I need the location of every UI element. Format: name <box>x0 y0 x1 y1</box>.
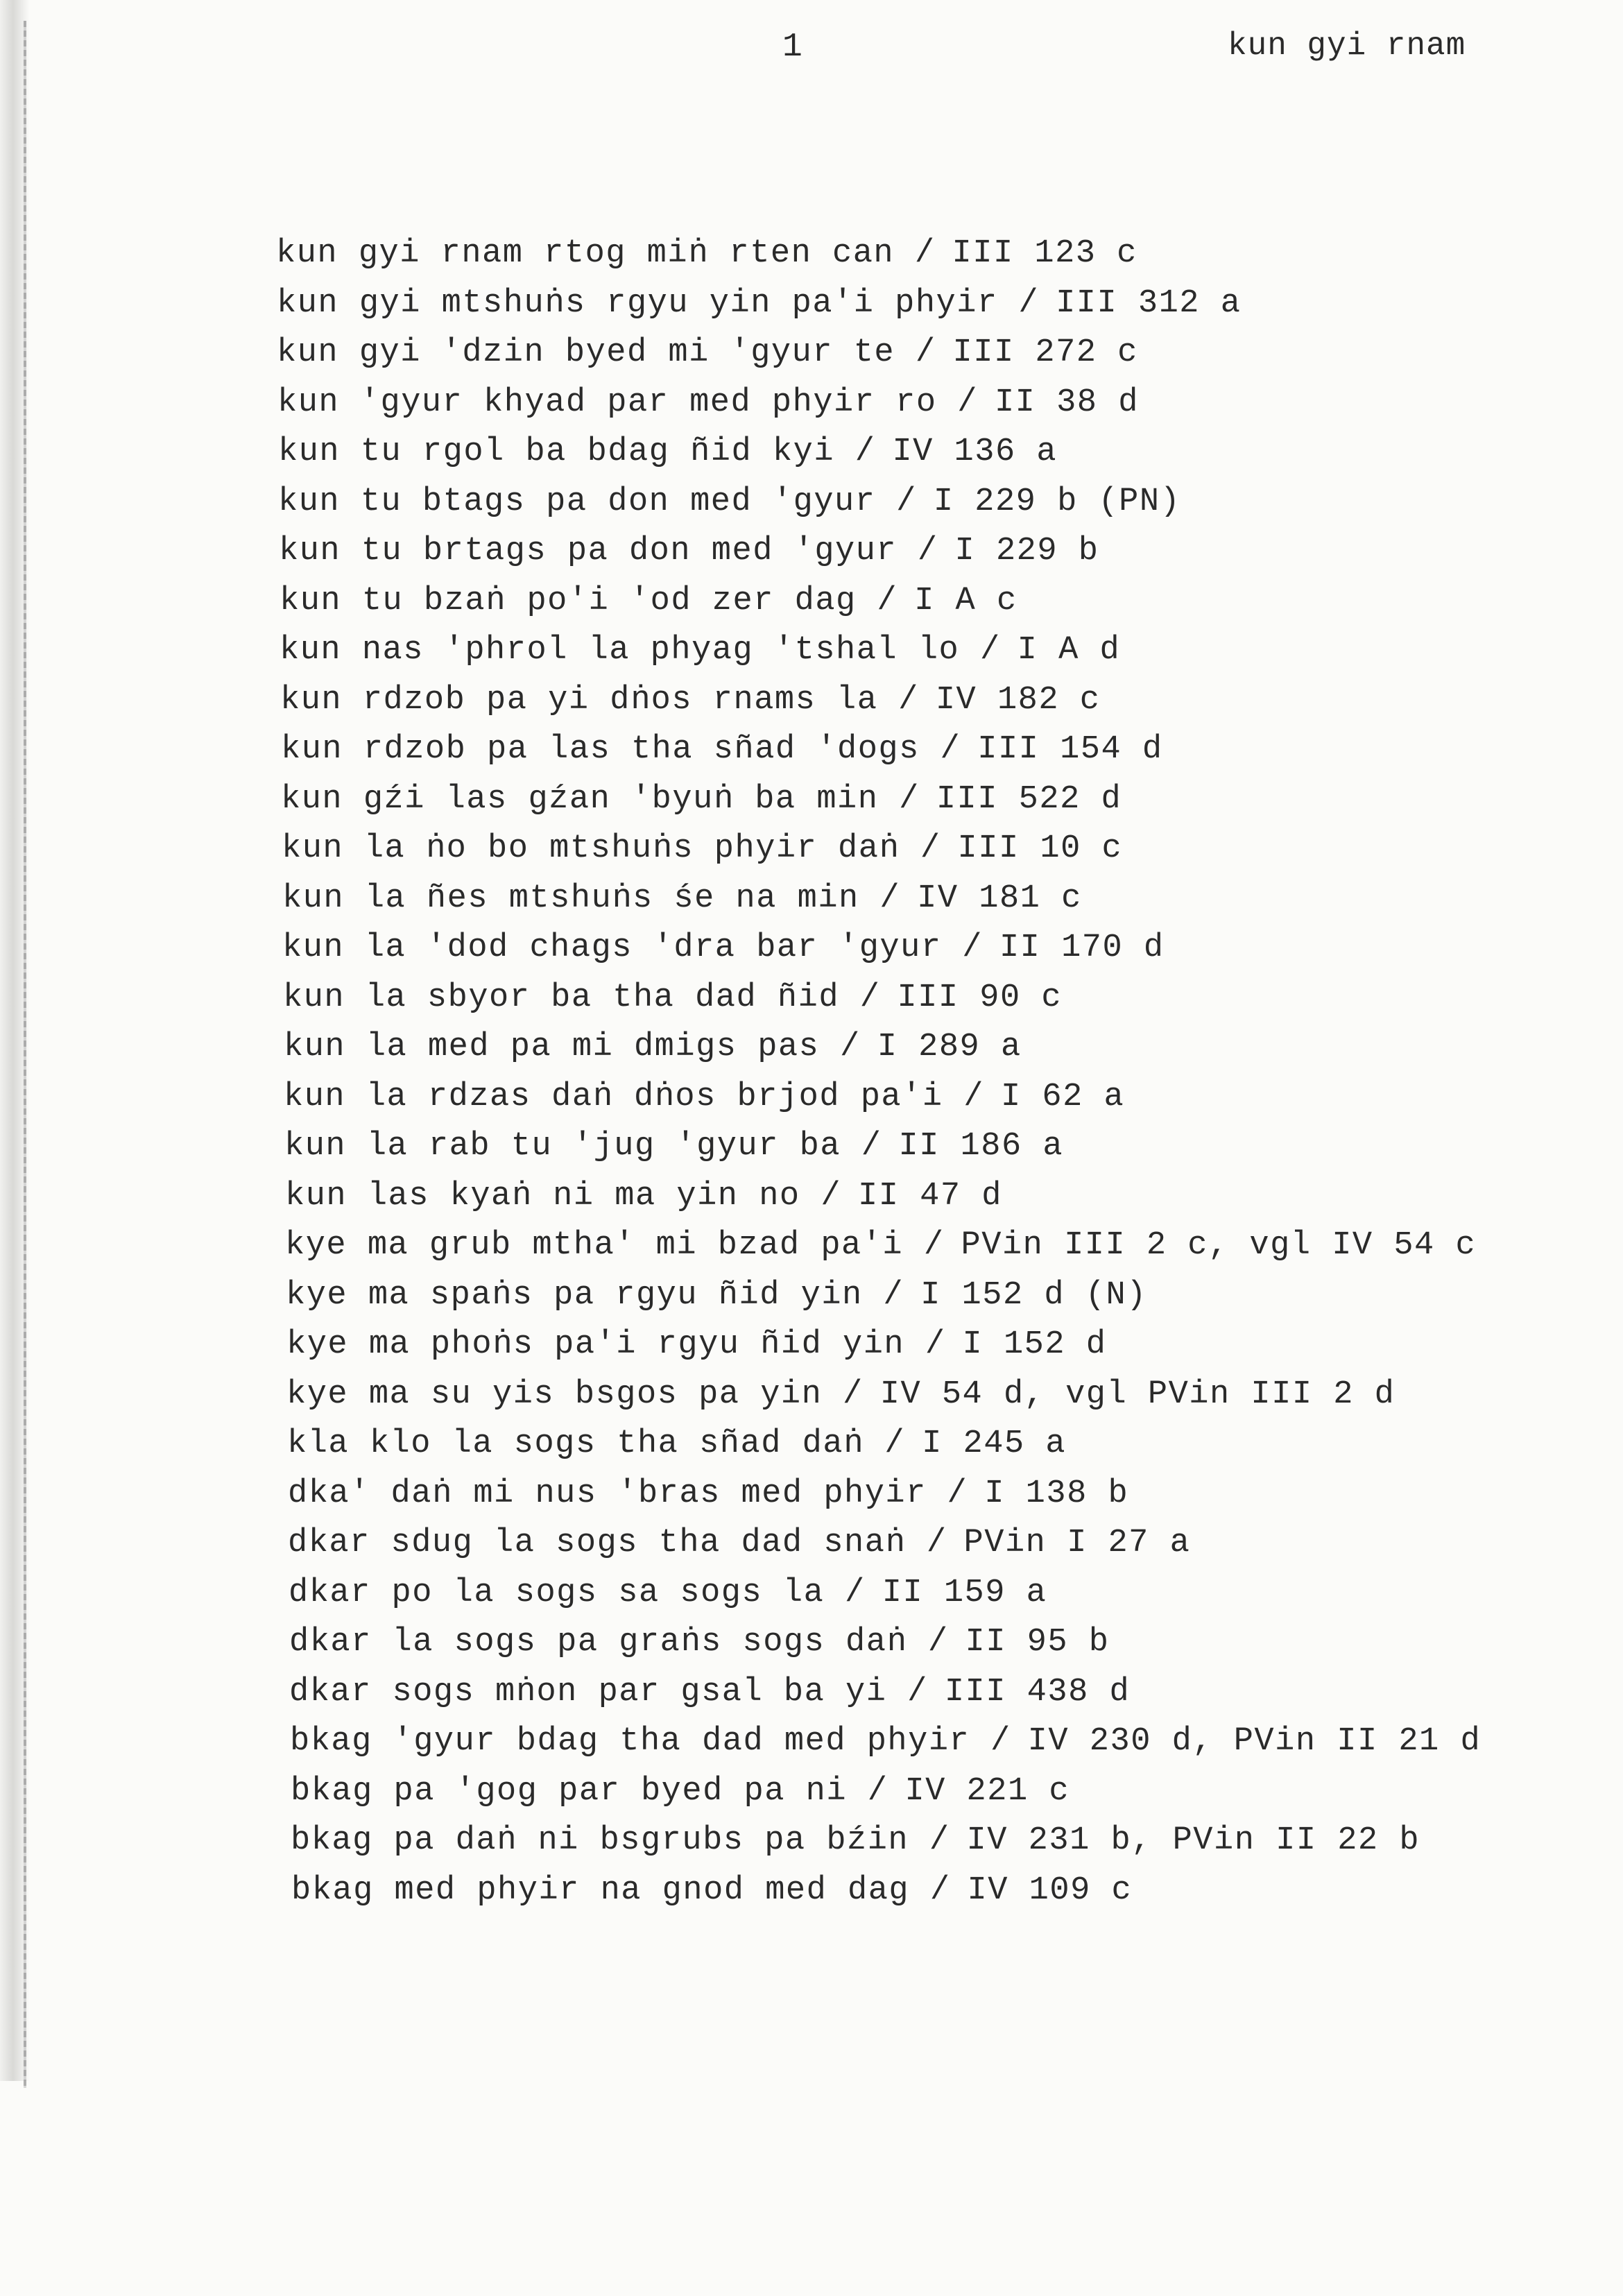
verse-text: kye ma grub mtha' mi bzad pa'i / <box>285 1227 945 1264</box>
index-entry <box>282 923 1597 973</box>
verse-reference: I 229 b <box>954 533 1099 569</box>
verse-reference: I 152 d <box>962 1326 1107 1363</box>
verse-text: bkag pa daṅ ni bsgrubs pa bźin / <box>291 1822 950 1859</box>
verse-reference: II 170 d <box>999 929 1165 966</box>
index-entry <box>290 1717 1597 1767</box>
index-entry <box>284 1022 1597 1072</box>
index-entry <box>287 1419 1597 1469</box>
verse-reference: III 154 d <box>977 731 1163 768</box>
verse-reference: III 123 c <box>952 235 1137 272</box>
verse-text: kun la med pa mi dmigs pas / <box>284 1029 861 1065</box>
verse-reference: III 10 c <box>957 830 1123 867</box>
verse-reference: I 245 a <box>922 1425 1067 1462</box>
verse-text: kye ma phoṅs pa'i rgyu ñid yin / <box>286 1326 946 1363</box>
verse-text: dkar sogs mṅon par gsal ba yi / <box>289 1673 928 1711</box>
verse-reference: II 38 d <box>994 384 1139 421</box>
index-entry <box>280 626 1597 676</box>
verse-text: kun gyi 'dzin byed mi 'gyur te / <box>277 334 936 371</box>
verse-text: kye ma spaṅs pa rgyu ñid yin / <box>286 1276 904 1314</box>
verse-text: kla klo la sogs tha sñad daṅ / <box>287 1425 906 1462</box>
verse-text: kun la ñes mtshuṅs śe na min / <box>282 880 901 917</box>
scan-edge-line <box>24 21 26 2088</box>
index-entry <box>291 1866 1597 1916</box>
index-entry <box>286 1271 1597 1321</box>
verse-reference: IV 231 b, PVin II 22 b <box>966 1822 1420 1859</box>
verse-text: kun tu rgol ba bdag ñid kyi / <box>278 434 876 470</box>
verse-reference: II 159 a <box>882 1574 1047 1611</box>
index-entry <box>282 824 1597 874</box>
index-entry <box>286 1320 1597 1370</box>
index-entry <box>286 1370 1597 1420</box>
verse-text: dka' daṅ mi nus 'bras med phyir / <box>288 1475 968 1512</box>
verse-text: kun rdzob pa yi dṅos rnams la / <box>280 681 919 719</box>
index-entry <box>278 427 1597 477</box>
index-entry <box>285 1221 1597 1271</box>
index-entry <box>278 477 1597 527</box>
index-entry <box>283 973 1597 1023</box>
index-entry <box>280 576 1597 626</box>
verse-text: kun la rdzas daṅ dṅos brjod pa'i / <box>284 1078 984 1115</box>
verse-reference: I 62 a <box>1000 1078 1125 1115</box>
index-entry <box>279 526 1597 576</box>
index-entry <box>281 775 1597 825</box>
verse-reference: PVin III 2 c, vgl IV 54 c <box>961 1227 1477 1264</box>
verse-reference: III 438 d <box>944 1673 1131 1711</box>
verse-reference: IV 136 a <box>892 434 1058 470</box>
index-entry <box>289 1568 1597 1618</box>
verse-text: kun las kyaṅ ni ma yin no / <box>285 1177 842 1215</box>
index-entry <box>277 378 1597 428</box>
verse-reference: IV 54 d, vgl PVin III 2 d <box>879 1376 1396 1413</box>
verse-text: kun la 'dod chags 'dra bar 'gyur / <box>282 929 983 966</box>
verse-text: kye ma su yis bsgos pa yin / <box>286 1376 864 1413</box>
verse-text: kun la rab tu 'jug 'gyur ba / <box>284 1128 882 1165</box>
verse-reference: I 152 d (N) <box>920 1276 1147 1314</box>
index-entry <box>284 1122 1597 1172</box>
index-entry <box>284 1072 1597 1122</box>
verse-reference: IV 109 c <box>967 1871 1133 1909</box>
verse-text: dkar sdug la sogs tha dad snaṅ / <box>288 1525 947 1561</box>
verse-index-list <box>276 229 1597 1915</box>
verse-text: kun la ṅo bo mtshuṅs phyir daṅ / <box>282 830 941 867</box>
index-entry <box>288 1518 1597 1568</box>
verse-reference: IV 221 c <box>904 1772 1070 1810</box>
index-entry <box>280 676 1597 726</box>
verse-reference: I 138 b <box>984 1475 1129 1512</box>
verse-text: kun rdzob pa las tha sñad 'dogs / <box>281 731 961 768</box>
index-entry <box>285 1172 1597 1222</box>
index-entry <box>277 328 1597 378</box>
verse-reference: I 229 b (PN) <box>933 483 1181 520</box>
verse-reference: I A d <box>1017 632 1121 669</box>
verse-reference: III 522 d <box>936 780 1122 818</box>
verse-reference: IV 181 c <box>917 880 1082 917</box>
verse-text: kun tu bzaṅ po'i 'od zer dag / <box>280 582 898 619</box>
verse-reference: PVin I 27 a <box>963 1525 1191 1561</box>
verse-text: dkar po la sogs sa sogs la / <box>289 1574 866 1611</box>
verse-reference: IV 182 c <box>935 681 1101 719</box>
verse-text: kun la sbyor ba tha dad ñid / <box>283 979 881 1016</box>
index-entry <box>281 725 1597 775</box>
index-entry <box>288 1469 1597 1519</box>
verse-reference: IV 230 d, PVin II 21 d <box>1027 1723 1482 1760</box>
verse-reference: I A c <box>914 582 1017 619</box>
verse-text: kun nas 'phrol la phyag 'tshal lo / <box>280 632 1001 669</box>
index-entry <box>289 1618 1597 1668</box>
index-entry <box>276 229 1597 279</box>
verse-text: bkag 'gyur bdag tha dad med phyir / <box>290 1723 1011 1760</box>
verse-text: kun gyi rnam rtog miṅ rten can / <box>276 235 936 272</box>
index-entry <box>289 1668 1597 1717</box>
verse-text: bkag med phyir na gnod med dag / <box>291 1871 951 1909</box>
index-entry <box>282 874 1597 924</box>
verse-text: bkag pa 'gog par byed pa ni / <box>291 1772 888 1810</box>
verse-text: kun gyi mtshuṅs rgyu yin pa'i phyir / <box>277 284 1040 322</box>
verse-reference: III 272 c <box>952 334 1138 371</box>
verse-reference: II 186 a <box>898 1128 1064 1165</box>
verse-reference: I 289 a <box>877 1029 1022 1065</box>
verse-reference: III 90 c <box>897 979 1063 1016</box>
verse-reference: III 312 a <box>1056 284 1242 322</box>
verse-text: kun 'gyur khyad par med phyir ro / <box>277 384 978 421</box>
verse-reference: II 95 b <box>965 1624 1110 1661</box>
verse-reference: II 47 d <box>858 1177 1002 1215</box>
index-entry <box>277 279 1597 329</box>
verse-text: kun tu btags pa don med 'gyur / <box>278 483 917 520</box>
verse-text: kun tu brtags pa don med 'gyur / <box>279 533 938 569</box>
page-number: 1 <box>782 28 803 66</box>
running-title: kun gyi rnam <box>1228 28 1466 64</box>
index-entry <box>291 1767 1597 1817</box>
verse-text: dkar la sogs pa graṅs sogs daṅ / <box>289 1624 949 1661</box>
verse-text: kun gźi las gźan 'byuṅ ba min / <box>281 780 920 818</box>
index-entry <box>291 1816 1597 1866</box>
